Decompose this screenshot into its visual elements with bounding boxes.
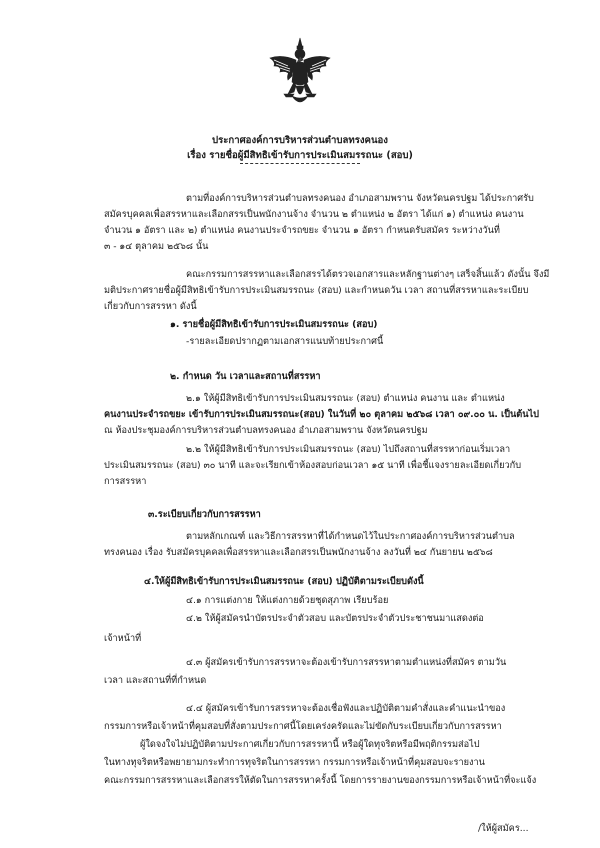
section4-item: ผู้ใดจงใจไม่ปฏิบัติตามประกาศเกี่ยวกับการสรรหานี้ หรือผู้ใดทุจริตหรือมีพฤติกรรมส่อไป <box>140 739 480 750</box>
section4-item: ในทางทุจริตหรือพยายามกระทำการทุจริตในการสรรหา กรรมการหรือเจ้าหน้าที่คุมสอบจะรายงาน <box>104 757 485 768</box>
committee-line: คณะกรรมการสรรหาและเลือกสรรได้ตรวจเอกสารและหลักฐานต่างๆ เสร็จสิ้นแล้ว ดังนั้น จึงมี <box>186 269 550 280</box>
section3-line: ทรงคนอง เรื่อง รับสมัครบุคคลเพื่อสรรหาและเลือกสรรเป็นพนักงานจ้าง ลงวันที่ ๒๔ กันยายน ๒๕๖๘ <box>104 547 493 558</box>
section1-detail: -รายละเอียดปรากฏตามเอกสารแนบท้ายประกาศนี้ <box>186 336 384 347</box>
committee-line: มติประกาศรายชื่อผู้มีสิทธิเข้ารับการประเมินสมรรถนะ (สอบ) และกำหนดวัน เวลา สถานที่สรรหาและระเบียบ <box>104 285 529 296</box>
section4-item: กรรมการหรือเจ้าหน้าที่คุมสอบที่สั่งตามประกาศนี้โดยเคร่งครัดและไม่ขัดกับระเบียบเกี่ยวกับการสรรหา <box>104 721 502 732</box>
section2-line: ๒.๒ ให้ผู้มีสิทธิเข้ารับการประเมินสมรรถนะ (สอบ) ไปถึงสถานที่สรรหาก่อนเริ่มเวลา <box>186 444 511 455</box>
section2-line: การสรรหา <box>104 476 147 487</box>
section4-item: ๔.๑ การแต่งกาย ให้แต่งกายด้วยชุดสุภาพ เรียบร้อย <box>186 595 389 606</box>
section4-item: เจ้าหน้าที่ <box>104 633 142 644</box>
intro-line: ตามที่องค์การบริหารส่วนตำบลทรงคนอง อำเภอสามพราน จังหวัดนครปฐม ได้ประกาศรับ <box>186 193 534 204</box>
intro-line: จำนวน ๑ อัตรา และ ๒) ตำแหน่ง คนงานประจำรถขยะ จำนวน ๑ อัตรา กำหนดรับสมัคร ระหว่างวันที่ <box>104 225 500 236</box>
committee-line: เกี่ยวกับการสรรหา ดังนี้ <box>104 301 197 312</box>
section2-line: คนงานประจำรถขยะ เข้ารับการประเมินสมรรถนะ(สอบ) ในวันที่ ๒๐ ตุลาคม ๒๕๖๘ เวลา ๐๙.๐๐ น. เป็นต้นไป <box>104 409 539 420</box>
section4-item: ๔.๔ ผู้สมัครเข้ารับการสรรหาจะต้องเชื่อฟังและปฏิบัติตามคำสั่งและคำแนะนำของ <box>186 703 506 714</box>
announcement-title: ประกาศองค์การบริหารส่วนตำบลทรงคนอง <box>212 135 388 146</box>
section1-heading: ๑. รายชื่อผู้มีสิทธิเข้ารับการประเมินสมรรถนะ (สอบ) <box>170 319 378 330</box>
garuda-emblem-icon <box>266 36 334 110</box>
continue-marker: /ให้ผู้สมัคร... <box>478 823 529 834</box>
title-divider <box>240 163 360 164</box>
section2-line: ณ ห้องประชุมองค์การบริหารส่วนตำบลทรงคนอง อำเภอสามพราน จังหวัดนครปฐม <box>104 425 428 436</box>
section3-line: ตามหลักเกณฑ์ และวิธีการสรรหาที่ได้กำหนดไว้ในประกาศองค์การบริหารส่วนตำบล <box>186 531 515 542</box>
section4-item: คณะกรรมการสรรหาและเลือกสรรให้ตัดในการสรรหาครั้งนี้ โดยการรายงานของกรรมการหรือเจ้าหน้าที่จะแจ้ง <box>104 775 537 786</box>
section2-line: ๒.๑ ให้ผู้มีสิทธิเข้ารับการประเมินสมรรถนะ (สอบ) ตำแหน่ง คนงาน และ ตำแหน่ง <box>186 393 505 404</box>
section2-line: ประเมินสมรรถนะ (สอบ) ๓๐ นาที และจะเรียกเข้าห้องสอบก่อนเวลา ๑๕ นาที เพื่อชี้แจงรายละเอียดเกี่ยวกับ <box>104 460 522 471</box>
announcement-subject: เรื่อง รายชื่อผู้มีสิทธิเข้ารับการประเมินสมรรถนะ (สอบ) <box>187 150 413 161</box>
intro-line: สมัครบุคคลเพื่อสรรหาและเลือกสรรเป็นพนักงานจ้าง จำนวน ๒ ตำแหน่ง ๒ อัตรา ได้แก่ ๑) ตำแหน่ง คนงาน <box>104 209 524 220</box>
intro-line: ๓ - ๑๔ ตุลาคม ๒๕๖๘ นั้น <box>104 241 209 252</box>
section4-item: ๔.๓ ผู้สมัครเข้ารับการสรรหาจะต้องเข้ารับการสรรหาตามตำแหน่งที่สมัคร ตามวัน <box>186 657 507 668</box>
section4-heading: ๔.ให้ผู้มีสิทธิเข้ารับการประเมินสมรรถนะ (สอบ) ปฏิบัติตามระเบียบดังนี้ <box>144 576 424 587</box>
section4-item: เวลา และสถานที่ที่กำหนด <box>104 675 207 686</box>
section2-heading: ๒. กำหนด วัน เวลาและสถานที่สรรหา <box>170 371 321 382</box>
section3-heading: ๓.ระเบียบเกี่ยวกับการสรรหา <box>148 509 261 520</box>
section4-item: ๔.๒ ให้ผู้สมัครนำบัตรประจำตัวสอบ และบัตรประจำตัวประชาชนมาแสดงต่อ <box>186 613 484 624</box>
